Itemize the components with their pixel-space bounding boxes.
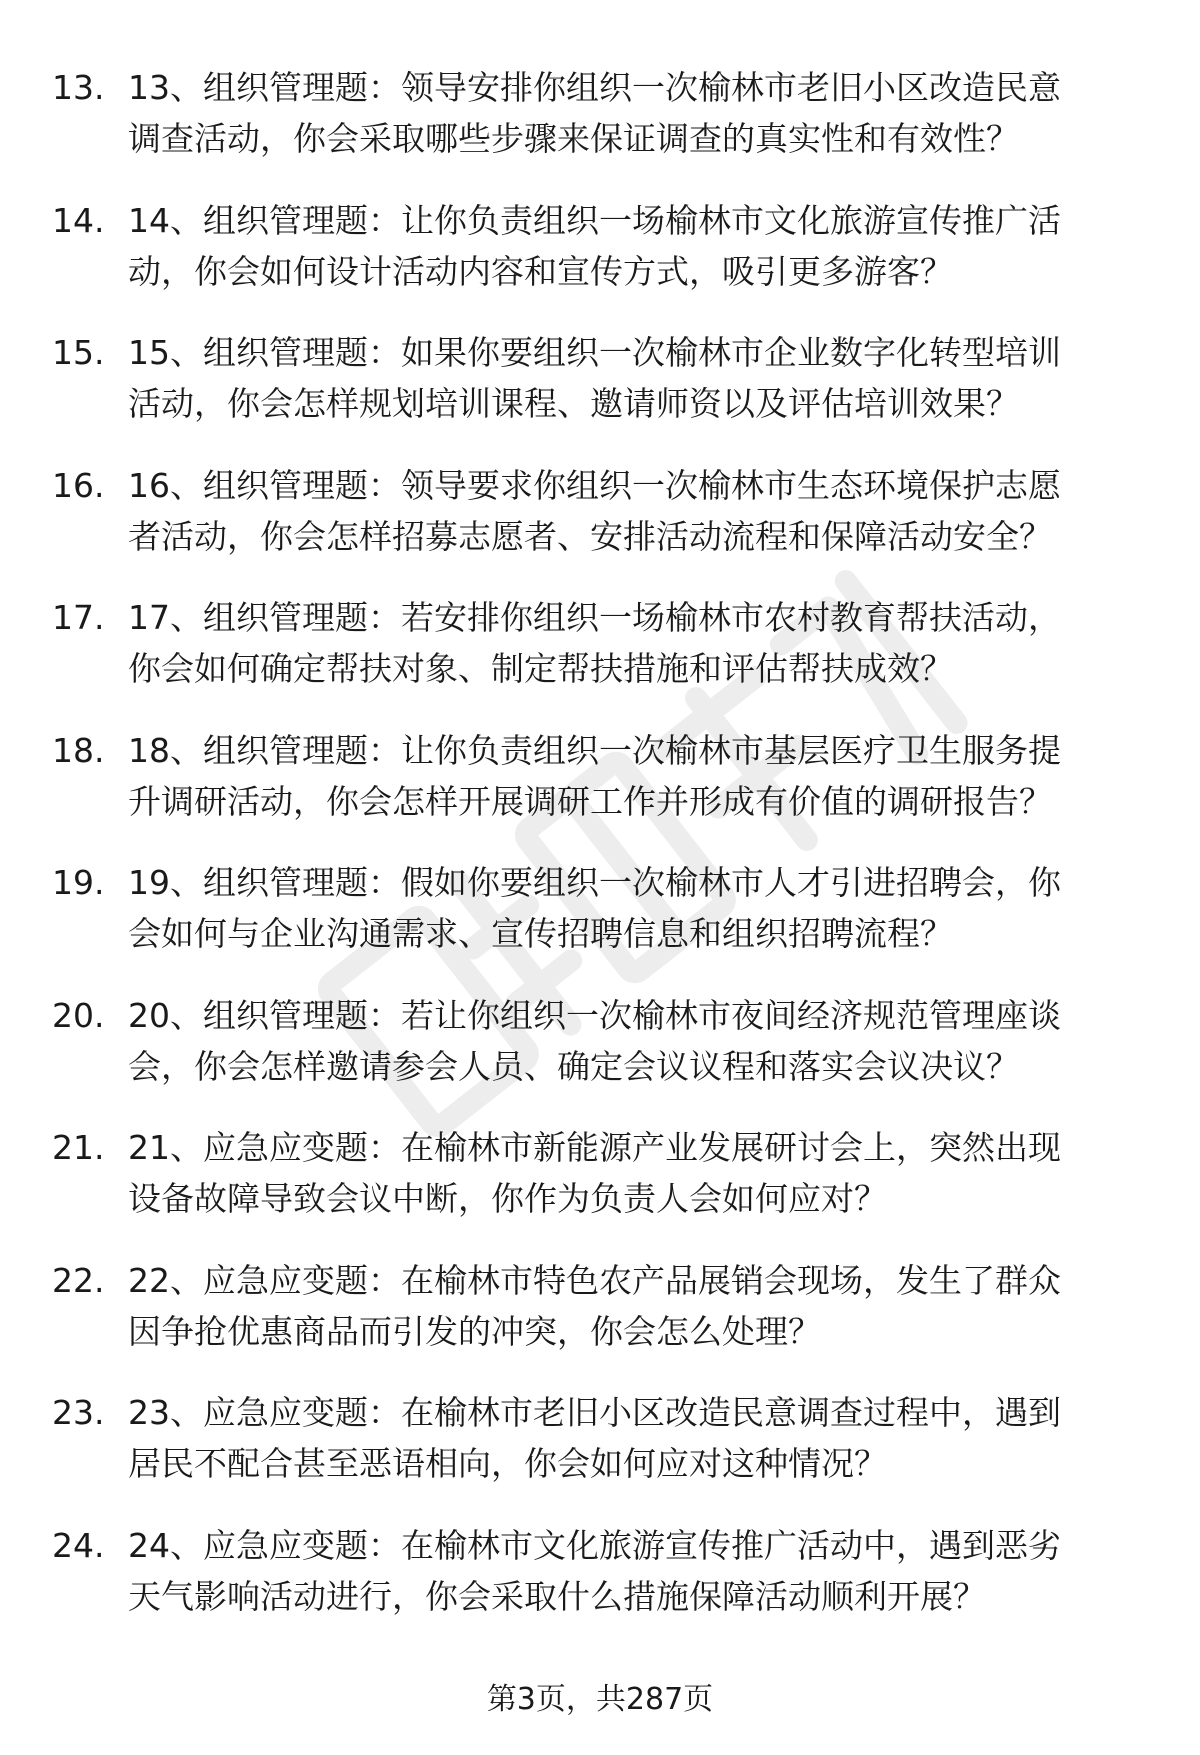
list-item xyxy=(0,592,1200,725)
list-item xyxy=(0,1387,1200,1520)
question-number: 15. xyxy=(52,333,105,372)
question-text: 16、组织管理题：领导要求你组织一次榆林市生态环境保护志愿 者活动，你会怎样招募志愿者、安排活动流程和保障活动安全？ xyxy=(128,465,1061,556)
question-number: 24. xyxy=(52,1525,105,1565)
question-text: 24、应急应变题：在榆林市文化旅游宣传推广活动中，遇到恶劣 天气影响活动进行，你会采取什么措施保障活动顺利开展？ xyxy=(128,1525,1061,1616)
question-text: 22、应急应变题：在榆林市特色农产品展销会现场，发生了群众 因争抢优惠商品而引发的冲突，你会怎么处理？ xyxy=(128,1260,1061,1351)
question-number: 17. xyxy=(52,598,105,637)
list-item xyxy=(0,460,1200,593)
list-item xyxy=(0,62,1200,195)
list-item xyxy=(0,327,1200,460)
list-item xyxy=(0,195,1200,328)
question-number: 13. xyxy=(52,68,105,107)
question-number: 16. xyxy=(52,465,105,505)
question-number: 20. xyxy=(52,995,105,1035)
question-number: 14. xyxy=(52,200,105,240)
question-number: 22. xyxy=(52,1260,105,1300)
question-text: 17、组织管理题：若安排你组织一场榆林市农村教育帮扶活动， 你会如何确定帮扶对象、制定帮扶措施和评估帮扶成效？ xyxy=(128,598,1061,688)
question-text: 23、应急应变题：在榆林市老旧小区改造民意调查过程中，遇到 居民不配合甚至恶语相向，你会如何应对这种情况？ xyxy=(128,1393,1061,1483)
question-text: 14、组织管理题：让你负责组织一场榆林市文化旅游宣传推广活 动，你会如何设计活动内容和宣传方式，吸引更多游客？ xyxy=(128,200,1061,291)
question-text: 15、组织管理题：如果你要组织一次榆林市企业数字化转型培训 活动，你会怎样规划培训课程、邀请师资以及评估培训效果？ xyxy=(128,333,1061,423)
question-number: 19. xyxy=(52,863,105,902)
list-item xyxy=(0,1255,1200,1388)
question-number: 21. xyxy=(52,1128,105,1167)
list-item xyxy=(0,1122,1200,1255)
page-footer: 第3页，共287页 xyxy=(486,1682,714,1717)
question-number: 18. xyxy=(52,730,105,770)
list-item xyxy=(0,990,1200,1123)
question-text: 20、组织管理题：若让你组织一次榆林市夜间经济规范管理座谈 会，你会怎样邀请参会人员、确定会议议程和落实会议决议？ xyxy=(128,995,1061,1086)
question-number: 23. xyxy=(52,1393,105,1432)
question-text: 13、组织管理题：领导安排你组织一次榆林市老旧小区改造民意 调查活动，你会采取哪些步骤来保证调查的真实性和有效性？ xyxy=(128,68,1061,158)
list-item xyxy=(0,725,1200,858)
list-item xyxy=(0,857,1200,990)
question-list xyxy=(0,62,1200,1652)
question-text: 18、组织管理题：让你负责组织一次榆林市基层医疗卫生服务提 升调研活动，你会怎样开展调研工作并形成有价值的调研报告？ xyxy=(128,730,1061,821)
question-text: 19、组织管理题：假如你要组织一次榆林市人才引进招聘会，你 会如何与企业沟通需求、宣传招聘信息和组织招聘流程？ xyxy=(128,863,1061,953)
list-item xyxy=(0,1520,1200,1653)
question-text: 21、应急应变题：在榆林市新能源产业发展研讨会上，突然出现 设备故障导致会议中断，你作为负责人会如何应对？ xyxy=(128,1128,1061,1218)
